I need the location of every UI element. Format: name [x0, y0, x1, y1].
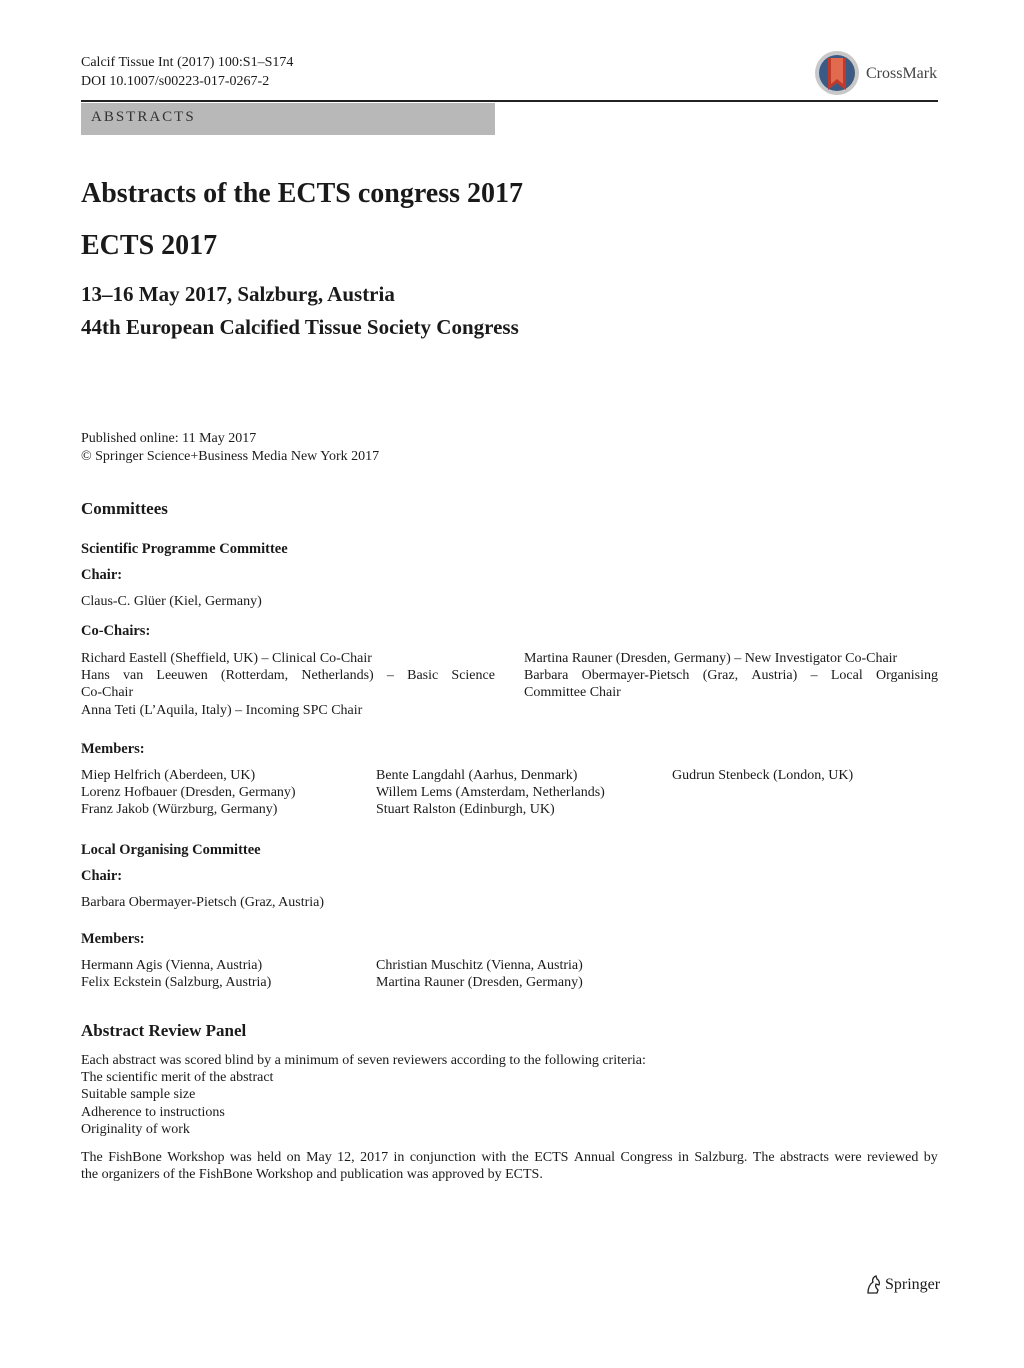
- local-members-column-1: [81, 957, 271, 991]
- local-chair: Barbara Obermayer-Pietsch (Graz, Austria): [81, 895, 325, 910]
- criterion-item: Suitable sample size: [81, 1087, 196, 1103]
- word: Congress: [620, 1150, 673, 1165]
- local-members-column-2: [376, 957, 583, 991]
- word: with: [481, 1150, 507, 1165]
- springer-logo: [864, 1275, 940, 1295]
- paragraph-line: the organizers of the FishBone Workshop and publication was approved by ECTS.: [81, 1167, 543, 1183]
- word: Basic: [407, 668, 439, 684]
- word: by: [923, 1150, 938, 1165]
- members-column-1: [81, 767, 296, 819]
- word: the: [511, 1150, 529, 1165]
- word: Salzburg.: [694, 1150, 748, 1165]
- local-committee-heading: Local Organising Committee: [81, 842, 261, 858]
- cochair-entry: Anna Teti (L’Aquila, Italy) – Incoming SPC Chair: [81, 702, 363, 718]
- word: were: [834, 1150, 862, 1165]
- word: FishBone: [108, 1150, 162, 1165]
- cochair-entry: [524, 667, 938, 684]
- word: Austria): [751, 668, 798, 684]
- paper-title: Abstracts of the ECTS congress 2017: [81, 178, 524, 209]
- doi: DOI 10.1007/s00223-017-0267-2: [81, 74, 270, 89]
- word: Obermayer-Pietsch: [581, 668, 690, 684]
- word: was: [229, 1150, 252, 1165]
- word: 12,: [337, 1150, 355, 1165]
- crossmark-badge[interactable]: [814, 50, 944, 100]
- member-entry: Hermann Agis (Vienna, Austria): [81, 958, 263, 973]
- fishbone-paragraph: [81, 1149, 938, 1183]
- header-rule: [81, 100, 938, 102]
- word: reviewed: [867, 1150, 919, 1165]
- review-panel-heading: Abstract Review Panel: [81, 1021, 247, 1040]
- section-label-bar: [81, 103, 495, 135]
- congress-name: 44th European Calcified Tissue Society Congress: [81, 315, 519, 339]
- member-entry: Martina Rauner (Dresden, Germany): [376, 975, 583, 991]
- word: –: [386, 668, 394, 684]
- word: conjunction: [409, 1150, 476, 1165]
- word: Organising: [876, 668, 938, 684]
- member-entry: Lorenz Hofbauer (Dresden, Germany): [81, 785, 296, 801]
- word: in: [393, 1150, 405, 1165]
- scientific-committee-heading: Scientific Programme Committee: [81, 541, 288, 557]
- cochair-entry: [81, 667, 495, 684]
- word: The: [81, 1150, 103, 1165]
- word: (Graz,: [702, 668, 739, 684]
- scientific-chair: Claus-C. Glüer (Kiel, Germany): [81, 594, 262, 609]
- word: Local: [830, 668, 863, 684]
- word: abstracts: [779, 1150, 829, 1165]
- cochair-entry-continued: Committee Chair: [524, 685, 621, 701]
- word: May: [306, 1150, 332, 1165]
- word: 2017: [360, 1150, 389, 1165]
- review-criteria-block: [81, 1052, 646, 1138]
- member-entry: Felix Eckstein (Salzburg, Austria): [81, 975, 272, 991]
- members-column-2: [376, 767, 605, 819]
- word: (Rotterdam,: [220, 668, 289, 684]
- word: on: [286, 1150, 301, 1165]
- section-label: ABSTRACTS: [91, 109, 196, 125]
- journal-citation: Calcif Tissue Int (2017) 100:S1–S174: [81, 55, 294, 70]
- criterion-item: Adherence to instructions: [81, 1104, 225, 1120]
- word: Hans: [81, 668, 110, 684]
- review-intro: Each abstract was scored blind by a minimum of seven reviewers according to the following criteria:: [81, 1053, 646, 1068]
- publication-info: [81, 430, 379, 466]
- member-entry: Franz Jakob (Würzburg, Germany): [81, 802, 278, 818]
- word: held: [257, 1150, 282, 1165]
- cochairs-left-column: [81, 650, 495, 719]
- cochairs-right-column: [524, 650, 938, 702]
- publisher-name: Springer: [885, 1276, 941, 1293]
- local-chair-label: Chair:: [81, 868, 123, 884]
- paper-subtitle: ECTS 2017: [81, 230, 218, 261]
- word: Leeuwen: [156, 668, 208, 684]
- cochair-entry-continued: Co-Chair: [81, 685, 134, 701]
- word: The: [752, 1150, 775, 1165]
- scientific-members-label: Members:: [81, 741, 145, 757]
- member-entry: Christian Muschitz (Vienna, Austria): [376, 958, 583, 973]
- member-entry: Gudrun Stenbeck (London, UK): [672, 768, 854, 783]
- copyright-line: © Springer Science+Business Media New York 2017: [81, 449, 380, 464]
- congress-date-place: 13–16 May 2017, Salzburg, Austria: [81, 282, 395, 306]
- criterion-item: The scientific merit of the abstract: [81, 1070, 274, 1086]
- member-entry: Miep Helfrich (Aberdeen, UK): [81, 768, 256, 783]
- word: Netherlands): [301, 668, 374, 684]
- cochairs-label: Co-Chairs:: [81, 623, 151, 639]
- word: –: [810, 668, 818, 684]
- word: Barbara: [524, 668, 569, 684]
- word: Workshop: [167, 1150, 225, 1165]
- word: Science: [451, 668, 495, 684]
- member-entry: Stuart Ralston (Edinburgh, UK): [376, 802, 555, 818]
- member-entry: Willem Lems (Amsterdam, Netherlands): [376, 785, 605, 801]
- springer-horse-icon: [864, 1275, 882, 1295]
- crossmark-label: CrossMark: [866, 65, 938, 82]
- word: Annual: [573, 1150, 616, 1165]
- crossmark-icon: [814, 50, 860, 96]
- published-date: Published online: 11 May 2017: [81, 431, 257, 446]
- word: van: [122, 668, 144, 684]
- word: in: [678, 1150, 689, 1165]
- cochair-entry: Martina Rauner (Dresden, Germany) – New Investigator Co-Chair: [524, 651, 898, 666]
- members-column-3: [672, 767, 853, 784]
- member-entry: Bente Langdahl (Aarhus, Denmark): [376, 768, 578, 783]
- scientific-chair-label: Chair:: [81, 567, 123, 583]
- criterion-item: Originality of work: [81, 1121, 190, 1137]
- local-members-label: Members:: [81, 931, 145, 947]
- committees-heading: Committees: [81, 499, 168, 518]
- word: ECTS: [534, 1150, 569, 1165]
- paragraph-line: [81, 1149, 938, 1166]
- cochair-entry: Richard Eastell (Sheffield, UK) – Clinical Co-Chair: [81, 651, 372, 666]
